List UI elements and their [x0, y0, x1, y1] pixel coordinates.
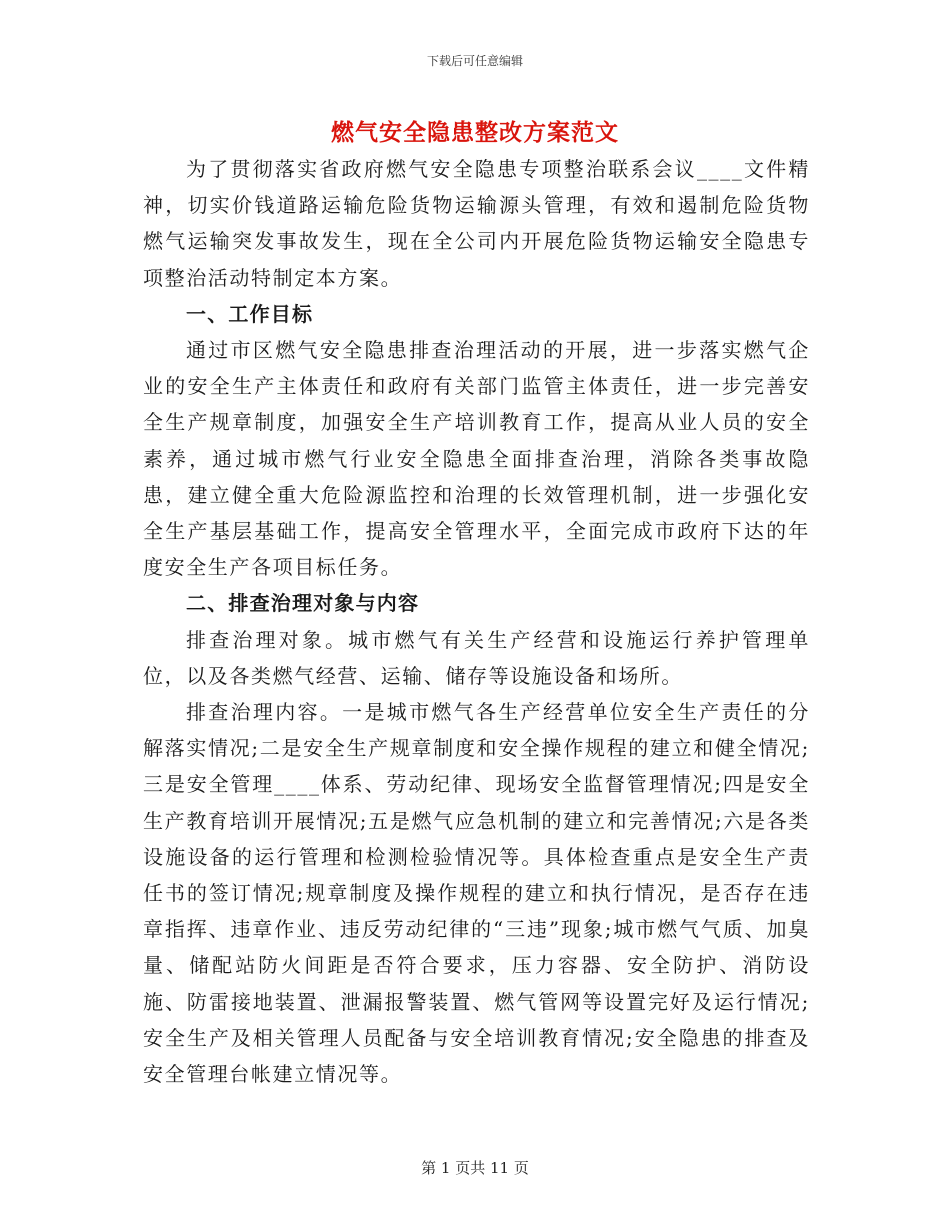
page-number: 第 1 页共 11 页	[421, 1159, 529, 1177]
document-title: 燃气安全隐患整改方案范文	[331, 119, 619, 146]
contents-paragraph: 排查治理内容。一是城市燃气各生产经营单位安全生产责任的分解落实情况;二是安全生产规章制度和安全操作规程的建立和健全情况;三是安全管理____体系、劳动纪律、现场安全监督管理情况;四是安全生产教育培训开展情况;五是燃气应急机制的建立和完善情况;六是各类设施设备的运行管理和检测检验情况等。具体检查重点是安全生产责任书的签订情况;规章制度及操作规程的建立和执行情况，是否存在违章指挥、违章作业、违反劳动纪律的“三违”现象;城市燃气气质、加臭量、储配站防火间距是否符合要求，压力容器、安全防护、消防设施、防雷接地装置、泄漏报警装置、燃气管网等设置完好及运行情况;安全生产及相关管理人员配备与安全培训教育情况;安全隐患的排查及安全管理台帐建立情况等。	[143, 700, 810, 1087]
section-heading-goals: 一、工作目标	[186, 301, 314, 326]
goals-paragraph: 通过市区燃气安全隐患排查治理活动的开展，进一步落实燃气企业的安全生产主体责任和政府有关部门监管主体责任，进一步完善安全生产规章制度，加强安全生产培训教育工作，提高从业人员的安全素养，通过城市燃气行业安全隐患全面排查治理，消除各类事故隐患，建立健全重大危险源监控和治理的长效管理机制，进一步强化安全生产基层基础工作，提高安全管理水平，全面完成市政府下达的年度安全生产各项目标任务。	[143, 338, 810, 580]
document-body	[143, 151, 810, 1092]
targets-paragraph: 排查治理对象。城市燃气有关生产经营和设施运行养护管理单位，以及各类燃气经营、运输、储存等设施设备和场所。	[143, 627, 810, 688]
section-heading-targets: 二、排查治理对象与内容	[186, 591, 420, 616]
page-header-note: 下载后可任意编辑	[426, 54, 523, 68]
intro-paragraph: 为了贯彻落实省政府燃气安全隐患专项整治联系会议____文件精神，切实价钱道路运输危险货物运输源头管理，有效和遏制危险货物燃气运输突发事故发生，现在全公司内开展危险货物运输安全隐患专项整治活动特制定本方案。	[143, 157, 810, 290]
